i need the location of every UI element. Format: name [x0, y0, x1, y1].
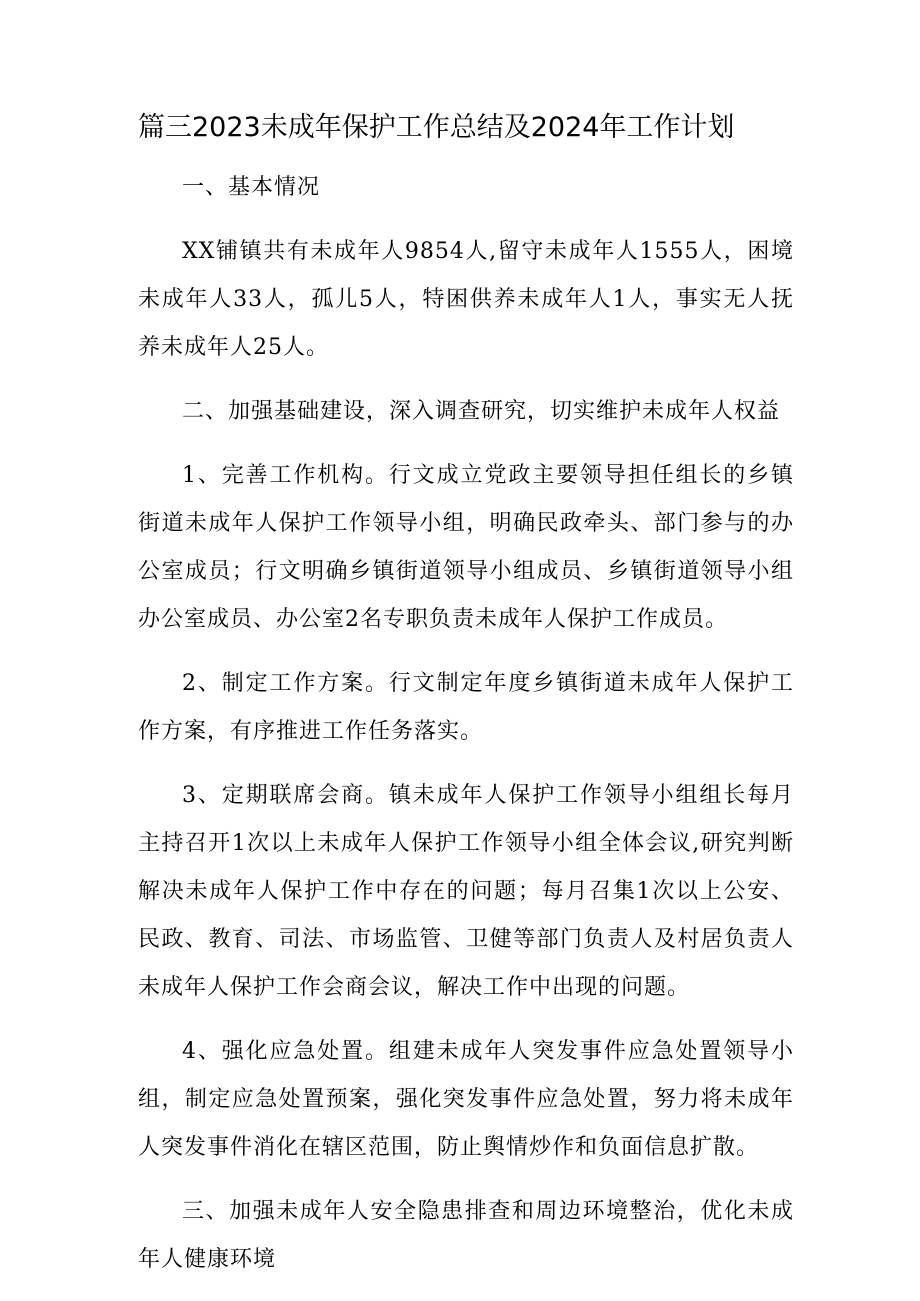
paragraph-joint-meetings: 3、定期联席会商。镇未成年人保护工作领导小组组长每月主持召开1次以上未成年人保护工作领导小组全体会议,研究判断解决未成年人保护工作中存在的问题；每月召集1次以上公安、民政、教育、司法、市场监管、卫健等部门负责人及村居负责人未成年人保护工作会商会议，解决工作中出现的问题。: [138, 783, 794, 1000]
paragraph-population-stats: XX铺镇共有未成年人9854人,留守未成年人1555人，困境未成年人33人，孤儿5人，特困供养未成年人1人，事实无人抚养未成年人25人。: [138, 239, 794, 360]
section-heading-safety-environment: 三、加强未成年人安全隐患排查和周边环境整治，优化未成年人健康环境: [138, 1199, 794, 1272]
section-heading-infrastructure: 二、加强基础建设，深入调查研究，切实维护未成年人权益: [182, 399, 781, 424]
section-heading-basic-situation: 一、基本情况: [182, 175, 321, 200]
document-title: 篇三2023未成年保护工作总结及2024年工作计划: [138, 112, 735, 143]
paragraph-emergency-response: 4、强化应急处置。组建未成年人突发事件应急处置领导小组，制定应急处置预案，强化突发事件应急处置，努力将未成年人突发事件消化在辖区范围，防止舆情炒作和负面信息扩散。: [138, 1039, 794, 1160]
document-page: [138, 104, 794, 1284]
paragraph-work-plan: 2、制定工作方案。行文制定年度乡镇街道未成年人保护工作方案，有序推进工作任务落实。: [138, 671, 794, 744]
paragraph-work-organization: 1、完善工作机构。行文成立党政主要领导担任组长的乡镇街道未成年人保护工作领导小组，明确民政牵头、部门参与的办公室成员；行文明确乡镇街道领导小组成员、乡镇街道领导小组办公室成员、办公室2名专职负责未成年人保护工作成员。: [138, 463, 794, 632]
